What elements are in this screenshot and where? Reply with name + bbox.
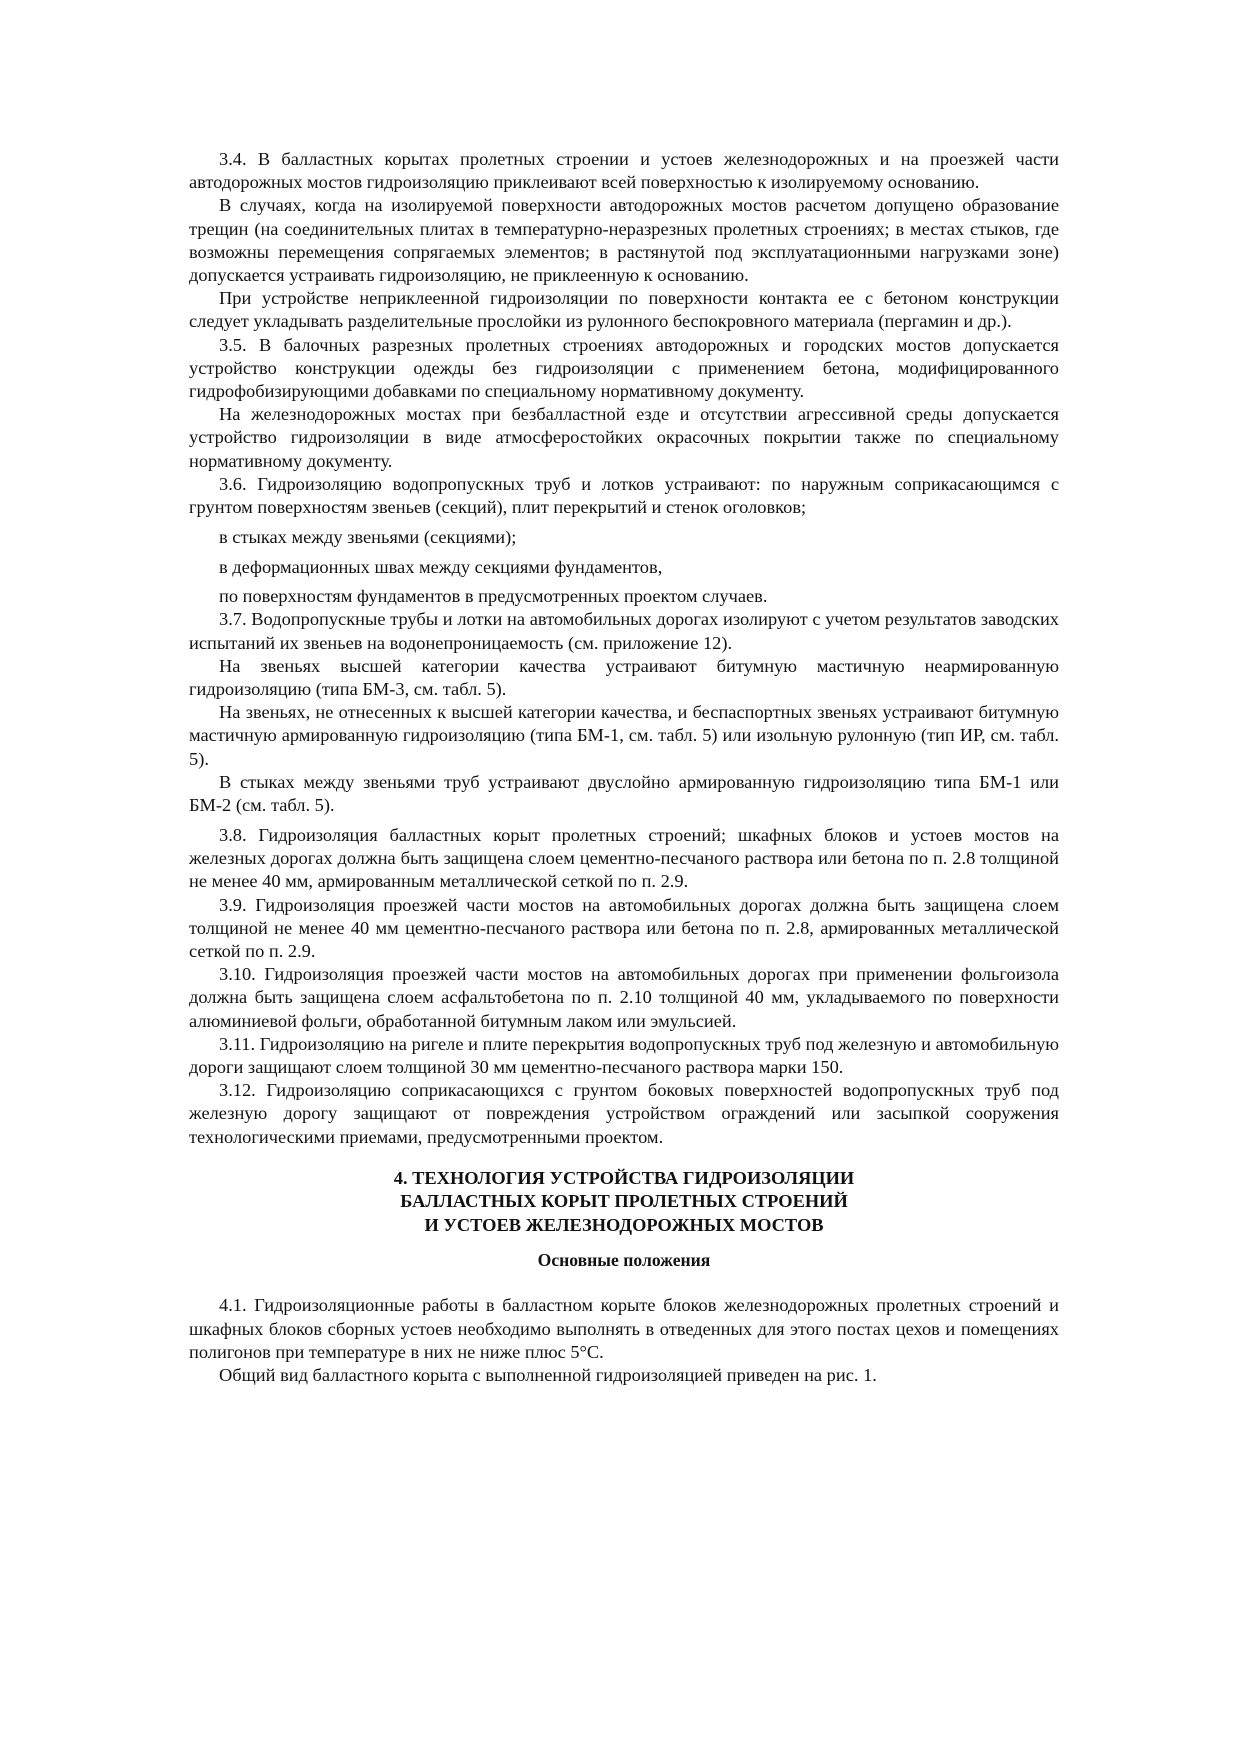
paragraph-other-category: На звеньях, не отнесенных к высшей категории качества, и беспаспортных звеньях устраивают битумную мастичную армированную гидроизоляцию (типа БМ-1, см. табл. 5) или изольную рулонную (тип ИР, см. табл. 5).: [189, 702, 1059, 769]
paragraph-3-4: 3.4. В балластных корытах пролетных строении и устоев железнодорожных и на проезжей части автодорожных мостов гидроизоляцию приклеивают всей поверхностью к изолируемому основанию.: [189, 149, 1059, 193]
subsection-title: Основные положения: [537, 1250, 711, 1271]
paragraph-3-7: 3.7. Водопропускные трубы и лотки на автомобильных дорогах изолируют с учетом результатов заводских испытаний их звеньев на водонепроницаемость (см. приложение 12).: [189, 609, 1059, 653]
section-title-line-1: 4. ТЕХНОЛОГИЯ УСТРОЙСТВА ГИДРОИЗОЛЯЦИИ: [393, 1167, 855, 1188]
paragraph-pipe-joints: В стыках между звеньями труб устраивают двуслойно армированную гидроизоляцию типа БМ-1 или БМ-2 (см. табл. 5).: [189, 771, 1059, 816]
paragraph-ballastless-bridges: На железнодорожных мостах при безбалластной езде и отсутствии агрессивной среды допускается устройство гидроизоляции в виде атмосферостойких окрасочных покрытии также по специальному нормативному документу.: [189, 404, 1059, 471]
paragraph-3-9: 3.9. Гидроизоляция проезжей части мостов на автомобильных дорогах должна быть защищена слоем толщиной не менее 40 мм цементно-песчаного раствора или бетона по п. 2.8, армированных металлической сеткой по п. 2.9.: [189, 894, 1059, 962]
list-item-joints: в стыках между звеньями (секциями);: [219, 527, 517, 548]
paragraph-3-6: 3.6. Гидроизоляцию водопропускных труб и лотков устраивают: по наружным соприкасающимся с грунтом поверхностям звеньев (секций), плит перекрытий и стенок оголовков;: [189, 473, 1059, 518]
paragraph-cracks-case: В случаях, когда на изолируемой поверхности автодорожных мостов расчетом допущено образование трещин (на соединительных плитах в температурно-неразрезных пролетных строениях; в местах стыков, где возможны перемещения сопрягаемых элементов; в растянутой под эксплуатационными нагрузками зоне) допускается устраивать гидроизоляцию, не приклеенную к основанию.: [189, 195, 1059, 286]
paragraph-3-10: 3.10. Гидроизоляция проезжей части мостов на автомобильных дорогах при применении фольгоизола должна быть защищена слоем асфальтобетона по п. 2.10 толщиной 40 мм, укладываемого по поверхности алюминиевой фольги, обработанной битумным лаком или эмульсией.: [189, 964, 1059, 1031]
list-item-foundation-surfaces: по поверхностям фундаментов в предусмотренных проектом случаев.: [219, 586, 768, 607]
paragraph-3-12: 3.12. Гидроизоляцию соприкасающихся с грунтом боковых поверхностей водопропускных труб под железную дорогу защищают от повреждения устройством ограждений или засыпкой сооружения технологическими приемами, предусмотренными проектом.: [189, 1080, 1059, 1147]
paragraph-3-11: 3.11. Гидроизоляцию на ригеле и плите перекрытия водопропускных труб под железную и автомобильную дороги защищают слоем толщиной 30 мм цементно-песчаного раствора марки 150.: [189, 1033, 1059, 1078]
paragraph-3-5: 3.5. В балочных разрезных пролетных строениях автодорожных и городских мостов допускается устройство конструкции одежды без гидроизоляции с применением бетона, модифицированного гидрофобизирующими добавками по специальному нормативному документу.: [189, 334, 1059, 402]
paragraph-general-view: Общий вид балластного корыта с выполненной гидроизоляцией приведен на рис. 1.: [219, 1364, 877, 1385]
list-item-deformation-seams: в деформационных швах между секциями фундаментов,: [219, 556, 663, 577]
paragraph-separating-layers: При устройстве неприклеенной гидроизоляции по поверхности контакта ее с бетоном конструкции следует укладывать разделительные прослойки из рулонного беспокровного материала (пергамин и др.).: [189, 288, 1059, 332]
document-page: [189, 148, 1059, 1387]
paragraph-3-8: 3.8. Гидроизоляция балластных корыт пролетных строений; шкафных блоков и устоев мостов на железных дорогах должна быть защищена слоем цементно-песчаного раствора или бетона по п. 2.8 толщиной не менее 40 мм, армированным металлической сеткой по п. 2.9.: [189, 825, 1059, 892]
section-title: [189, 1167, 1059, 1238]
paragraph-highest-category: На звеньях высшей категории качества устраивают битумную мастичную неармированную гидроизоляцию (типа БМ-3, см. табл. 5).: [189, 655, 1059, 700]
paragraph-4-1: 4.1. Гидроизоляционные работы в балластном корыте блоков железнодорожных пролетных строений и шкафных блоков сборных устоев необходимо выполнять в отведенных для этого постах цехов и помещениях полигонов при температуре в них не ниже плюс 5°С.: [189, 1295, 1059, 1362]
section-title-line-3: И УСТОЕВ ЖЕЛЕЗНОДОРОЖНЫХ МОСТОВ: [424, 1214, 824, 1235]
section-title-line-2: БАЛЛАСТНЫХ КОРЫТ ПРОЛЕТНЫХ СТРОЕНИЙ: [400, 1191, 848, 1212]
